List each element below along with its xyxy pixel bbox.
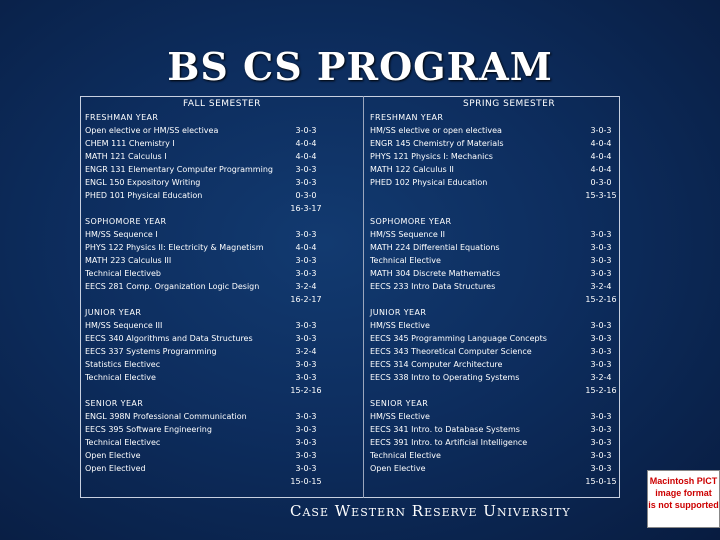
course-credits: 3-0-3 — [295, 412, 317, 421]
course-name: MATH 224 Differential Equations — [370, 243, 500, 252]
course-name: MATH 223 Calculus III — [85, 256, 172, 265]
course-name: EECS 337 Systems Programming — [85, 347, 217, 356]
course-row — [85, 462, 326, 475]
course-credits: 3-0-3 — [590, 269, 612, 278]
course-row — [85, 163, 326, 176]
course-credits: 3-0-3 — [590, 464, 612, 473]
year-label: FRESHMAN YEAR — [85, 113, 159, 122]
total-row — [85, 475, 326, 488]
year-label: SENIOR YEAR — [370, 399, 429, 408]
course-name: Technical Elective — [370, 256, 441, 265]
course-name: EECS 340 Algorithms and Data Structures — [85, 334, 253, 343]
course-row — [370, 462, 621, 475]
course-credits: 3-0-3 — [295, 321, 317, 330]
course-row — [370, 332, 621, 345]
course-name: ENGL 150 Expository Writing — [85, 178, 201, 187]
course-row — [85, 449, 326, 462]
course-credits: 4-0-4 — [295, 243, 317, 252]
course-credits: 3-0-3 — [295, 360, 317, 369]
course-credits: 3-2-4 — [295, 347, 317, 356]
course-credits: 3-0-3 — [295, 464, 317, 473]
course-name: ENGL 398N Professional Communication — [85, 412, 247, 421]
course-credits: 3-0-3 — [590, 360, 612, 369]
total-credits: 15-0-15 — [290, 477, 322, 486]
course-row — [370, 124, 621, 137]
year-label: SOPHOMORE YEAR — [370, 217, 452, 226]
course-row — [85, 267, 326, 280]
total-row — [370, 189, 621, 202]
course-credits: 3-0-3 — [590, 256, 612, 265]
course-row — [370, 241, 621, 254]
pict-line: is not supported — [648, 500, 719, 510]
course-row — [370, 358, 621, 371]
course-name: PHED 101 Physical Education — [85, 191, 203, 200]
course-credits: 3-0-3 — [295, 451, 317, 460]
course-name: HM/SS Sequence II — [370, 230, 446, 239]
course-name: EECS 341 Intro. to Database Systems — [370, 425, 520, 434]
course-credits: 3-0-3 — [590, 412, 612, 421]
total-credits: 16-2-17 — [290, 295, 322, 304]
course-name: PHYS 122 Physics II: Electricity & Magnetism — [85, 243, 264, 252]
course-row — [85, 280, 326, 293]
pict-line: Macintosh PICT — [649, 476, 718, 486]
course-name: HM/SS Elective — [370, 412, 430, 421]
course-credits: 4-0-4 — [295, 152, 317, 161]
course-credits: 3-0-3 — [295, 230, 317, 239]
course-name: Technical Elective — [85, 373, 156, 382]
course-credits: 4-0-4 — [295, 139, 317, 148]
course-credits: 3-0-3 — [295, 269, 317, 278]
year-label: JUNIOR YEAR — [85, 308, 142, 317]
course-credits: 4-0-4 — [590, 152, 612, 161]
course-name: EECS 314 Computer Architecture — [370, 360, 503, 369]
spring-semester-heading: SPRING SEMESTER — [463, 99, 556, 109]
course-credits: 3-0-3 — [590, 243, 612, 252]
course-name: Technical Elective — [370, 451, 441, 460]
course-credits: 3-0-3 — [590, 321, 612, 330]
year-label: JUNIOR YEAR — [370, 308, 427, 317]
course-name: HM/SS Sequence III — [85, 321, 163, 330]
total-credits: 15-2-16 — [290, 386, 322, 395]
course-row — [370, 423, 621, 436]
course-row — [85, 410, 326, 423]
course-name: ENGR 131 Elementary Computer Programming — [85, 165, 273, 174]
course-row — [370, 163, 621, 176]
course-credits: 3-0-3 — [590, 438, 612, 447]
total-row — [370, 384, 621, 397]
course-credits: 3-0-3 — [295, 373, 317, 382]
course-credits: 3-0-3 — [295, 438, 317, 447]
course-name: EECS 338 Intro to Operating Systems — [370, 373, 520, 382]
course-credits: 3-0-3 — [590, 451, 612, 460]
course-name: MATH 121 Calculus I — [85, 152, 167, 161]
course-row — [85, 150, 326, 163]
course-row — [85, 254, 326, 267]
fall-year-block — [85, 111, 326, 215]
pict-line: image format — [655, 488, 712, 498]
course-credits: 3-0-3 — [590, 230, 612, 239]
total-row — [370, 475, 621, 488]
course-credits: 3-0-3 — [590, 126, 612, 135]
total-credits: 16-3-17 — [290, 204, 322, 213]
course-credits: 3-2-4 — [295, 282, 317, 291]
course-credits: 4-0-4 — [590, 165, 612, 174]
total-credits: 15-0-15 — [585, 477, 617, 486]
year-label: FRESHMAN YEAR — [370, 113, 444, 122]
slide-title: BS CS PROGRAM — [167, 44, 553, 89]
course-name: MATH 304 Discrete Mathematics — [370, 269, 501, 278]
course-name: Technical Electivec — [85, 438, 161, 447]
course-row — [85, 358, 326, 371]
course-row — [370, 371, 621, 384]
course-row — [85, 423, 326, 436]
course-row — [85, 241, 326, 254]
course-credits: 0-3-0 — [590, 178, 612, 187]
course-name: Open elective or HM/SS electivea — [85, 126, 219, 135]
course-row — [370, 319, 621, 332]
course-name: Technical Electiveb — [85, 269, 161, 278]
spring-year-block — [370, 111, 621, 202]
course-row — [370, 267, 621, 280]
total-credits: 15-2-16 — [585, 386, 617, 395]
course-credits: 3-0-3 — [590, 425, 612, 434]
total-row — [85, 202, 326, 215]
course-credits: 3-2-4 — [590, 373, 612, 382]
spring-year-block — [370, 306, 621, 397]
course-name: Open Elective — [85, 451, 141, 460]
course-credits: 3-0-3 — [295, 165, 317, 174]
course-name: EECS 391 Intro. to Artificial Intelligence — [370, 438, 528, 447]
course-row — [85, 332, 326, 345]
course-row — [370, 449, 621, 462]
course-row — [370, 280, 621, 293]
course-credits: 3-0-3 — [590, 347, 612, 356]
university-footer: Case Western Reserve University — [290, 502, 571, 520]
course-credits: 3-0-3 — [295, 425, 317, 434]
course-row — [85, 319, 326, 332]
total-row — [370, 293, 621, 306]
total-row — [85, 293, 326, 306]
total-credits: 15-3-15 — [585, 191, 617, 200]
course-row — [85, 189, 326, 202]
course-name: CHEM 111 Chemistry I — [85, 139, 175, 148]
course-row — [85, 371, 326, 384]
course-name: HM/SS Elective — [370, 321, 430, 330]
fall-semester-heading: FALL SEMESTER — [183, 99, 261, 109]
course-credits: 3-0-3 — [590, 334, 612, 343]
unsupported-image-placeholder — [647, 470, 720, 528]
fall-year-block — [85, 397, 326, 488]
course-name: MATH 122 Calculus II — [370, 165, 454, 174]
total-row — [85, 384, 326, 397]
year-label: SOPHOMORE YEAR — [85, 217, 167, 226]
course-row — [370, 150, 621, 163]
course-credits: 4-0-4 — [590, 139, 612, 148]
course-row — [370, 254, 621, 267]
course-row — [370, 436, 621, 449]
course-credits: 3-0-3 — [295, 334, 317, 343]
course-name: EECS 281 Comp. Organization Logic Design — [85, 282, 260, 291]
course-row — [370, 228, 621, 241]
course-row — [370, 345, 621, 358]
course-name: PHED 102 Physical Education — [370, 178, 488, 187]
course-credits: 3-2-4 — [590, 282, 612, 291]
course-row — [85, 176, 326, 189]
course-credits: 3-0-3 — [295, 126, 317, 135]
course-name: Open Electived — [85, 464, 146, 473]
column-divider — [363, 96, 364, 498]
course-credits: 0-3-0 — [295, 191, 317, 200]
course-name: ENGR 145 Chemistry of Materials — [370, 139, 504, 148]
fall-year-block — [85, 215, 326, 306]
total-credits: 15-2-16 — [585, 295, 617, 304]
fall-year-block — [85, 306, 326, 397]
spring-year-block — [370, 397, 621, 488]
course-name: EECS 345 Programming Language Concepts — [370, 334, 547, 343]
course-name: PHYS 121 Physics I: Mechanics — [370, 152, 493, 161]
course-row — [85, 228, 326, 241]
course-row — [85, 124, 326, 137]
course-row — [85, 436, 326, 449]
year-label: SENIOR YEAR — [85, 399, 144, 408]
course-row — [370, 176, 621, 189]
course-credits: 3-0-3 — [295, 178, 317, 187]
course-name: HM/SS Sequence I — [85, 230, 158, 239]
course-row — [85, 345, 326, 358]
course-name: Open Elective — [370, 464, 426, 473]
course-row — [85, 137, 326, 150]
course-name: EECS 395 Software Engineering — [85, 425, 212, 434]
spring-year-block — [370, 215, 621, 306]
course-credits: 3-0-3 — [295, 256, 317, 265]
course-name: EECS 233 Intro Data Structures — [370, 282, 496, 291]
course-name: HM/SS elective or open electivea — [370, 126, 502, 135]
course-name: EECS 343 Theoretical Computer Science — [370, 347, 532, 356]
course-row — [370, 410, 621, 423]
course-row — [370, 137, 621, 150]
course-name: Statistics Electivec — [85, 360, 161, 369]
